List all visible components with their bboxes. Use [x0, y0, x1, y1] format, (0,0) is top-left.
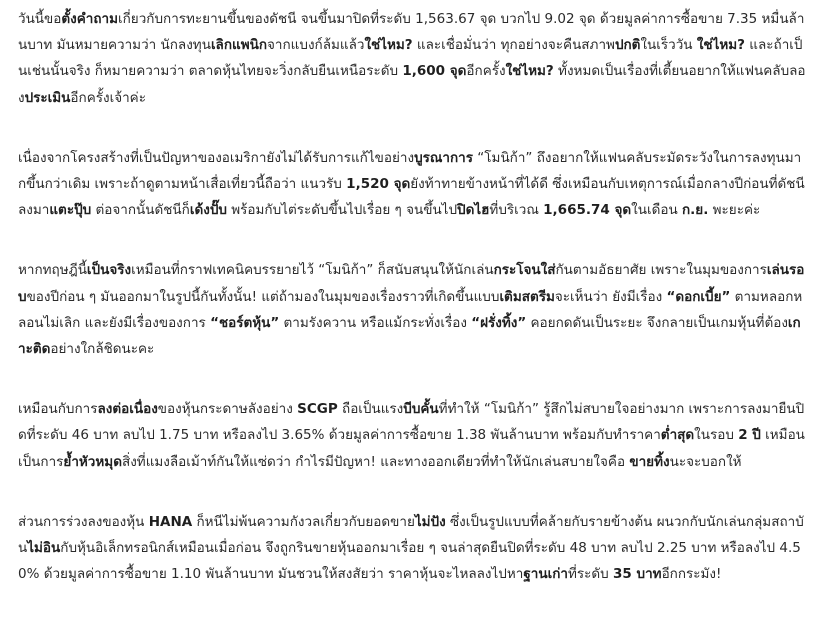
text-run: ตามรังควาน หรือแม้กระทั่งเรื่อง [279, 314, 472, 331]
bold-text: “ดอกเบี้ย” [666, 288, 731, 305]
bold-text: ต่ำสุด [660, 427, 695, 444]
bold-text: ไม่อิน [27, 540, 61, 557]
text-run: เกี่ยวกับการทะยานขึ้นของดัชนี จนขึ้นมาปิดที่ระดับ 1,563.67 จุด บวกไป 9.02 จุด ด้วยมูลค่าการซื้อขาย 7.35 หมื่นล้านบาท มันหมายความว่า นักลงทุน [18, 11, 805, 54]
text-run: ตามหลอกหลอนไม่เลิก และยังมีเรื่องของการ [18, 288, 803, 331]
bold-text: เกาะติด [18, 314, 801, 358]
text-run: ในรอบ [694, 427, 739, 444]
text-run: ที่ทำให้ “โมนิก้า” รู้สึกไม่สบายใจอย่างมาก เพราะการลงมายืนปิดที่ระดับ 46 บาท ลบไป 1.75 บาท หรือลงไป 3.65% ด้วยมูลค่าการซื้อขาย 1.38 พันล้านบาท พร้อมกับทำราคา [18, 401, 805, 444]
paragraph-1 [18, 6, 808, 111]
text-run: ถือเป็นแรง [337, 401, 404, 418]
bold-text: 2 ปี [738, 427, 761, 444]
bold-text: “ฝรั่งทิ้ง” [471, 314, 527, 331]
text-run: ของหุ้นกระดาษลังอย่าง [157, 401, 298, 418]
text-run: จะเห็นว่า ยังมีเรื่อง [554, 288, 667, 305]
bold-text: แตะปุ๊บ [49, 202, 92, 219]
text-run: ในเดือน [631, 202, 682, 219]
text-run: ของปีก่อน ๆ มันออกมาในรูปนี้กันทั้งนั้น! แต่ถ้ามองในมุมของเรื่องราวที่เกิดขึ้นแบบ [26, 288, 500, 305]
bold-text: ขายทิ้ง [629, 453, 670, 470]
bold-text: SCGP [297, 401, 338, 418]
text-run: และเชื่อมั่นว่า ทุกอย่างจะคืนสภาพ [412, 37, 615, 54]
bold-text: ปิดไฮ [457, 202, 490, 219]
bold-text: กระโจนใส่ [493, 262, 556, 279]
text-run: กับหุ้นอิเล็กทรอนิกส์เหมือนเมื่อก่อน จึงถูกรินขายหุ้นออกมาเรื่อย ๆ จนล่าสุดยืนปิดที่ระดับ 48 บาท ลบไป 2.25 บาท หรือลงไป 4.50% ด้วยมูลค่าการซื้อขาย 1.10 พันล้านบาท มันชวนให้สงสัยว่า ราคาหุ้นจะไหลลงไปหา [18, 540, 801, 583]
text-run: ในเร็ววัน [640, 37, 697, 54]
text-run: และถ้าเป็นเช่นนั้นจริง ก็หมายความว่า ตลาดหุ้นไทยจะวิ่งกลับยืนเหนือระดับ [18, 37, 803, 80]
text-run: อย่างใกล้ชิดนะคะ [50, 341, 155, 358]
text-run: พร้อมกับไต่ระดับขึ้นไปเรื่อย ๆ จนขึ้นไป [226, 202, 458, 219]
paragraph-2 [18, 145, 808, 224]
bold-text: ใช่ไหม? [696, 37, 746, 54]
text-run: สิ่งที่แมงลือเม้าท์กันให้แซ่ดว่า กำไรมีปัญหา! และทางออกเดียวที่ทำให้นักเล่นสบายใจคือ [121, 453, 630, 470]
bold-text: ตั้งคำถาม [61, 11, 118, 27]
bold-text: 35 บาท [613, 566, 662, 583]
text-run: จากแบงก์ล้มแล้ว [267, 37, 365, 54]
bold-text: บูรณาการ [414, 149, 474, 166]
text-run: ทั้งหมดเป็นเรื่องที่เตี้ยนอยากให้แฟนคลับลอง [18, 63, 806, 106]
bold-text: เล่นรอบ [18, 262, 805, 305]
article-body [18, 6, 808, 587]
bold-text: เป็นจริง [86, 262, 132, 279]
bold-text: 1,665.74 จุด [543, 202, 632, 219]
bold-text: ลงต่อเนื่อง [97, 401, 158, 418]
paragraph-3 [18, 257, 808, 362]
text-run: ก็หนีไม่พ้นความกังวลเกี่ยวกับยอดขาย [192, 513, 415, 530]
text-run: เหมือนเป็นการ [18, 427, 805, 470]
bold-text: เด้งปั๊บ [189, 202, 227, 219]
text-run: อีกครั้งเจ้าค่ะ [70, 89, 146, 106]
text-run: ยังท้าทายข้างหน้าที่ได้ดี ซึ่งเหมือนกับเหตุการณ์เมื่อกลางปีก่อนที่ดัชนีลงมา [18, 176, 805, 219]
text-run: กันตามอัธยาศัย เพราะในมุมของการ [555, 262, 767, 279]
bold-text: ปกติ [614, 37, 641, 54]
bold-text: ประเมิน [24, 89, 71, 106]
text-run: “โมนิก้า” ถึงอยากให้แฟนคลับระมัดระวังในการลงทุนมากขึ้นกว่าเดิม เพราะถ้าดูตามหน้าเสื่อเที่ยวนี้ถือว่า แนวรับ [18, 149, 802, 193]
text-run: คอยกดดันเป็นระยะ จึงกลายเป็นเกมหุ้นที่ต้อง [526, 314, 788, 331]
text-run: ซึ่งเป็นรูปแบบที่คล้ายกับรายข้างต้น ผนวกกับนักเล่นกลุ่มสถาบัน [18, 513, 804, 557]
paragraph-5 [18, 509, 808, 588]
bold-text: 1,600 จุด [402, 63, 467, 80]
text-run: ต่อจากนั้นดัชนีก็ [91, 202, 190, 219]
text-run: เหมือนกับการ [18, 401, 98, 418]
bold-text: “ชอร์ตหุ้น” [210, 314, 280, 331]
text-run: เนื่องจากโครงสร้างที่เป็นปัญหาของอเมริกายังไม่ได้รับการแก้ไขอย่าง [18, 149, 415, 166]
text-run: ส่วนการร่วงลงของหุ้น [18, 513, 149, 530]
text-run: นะจะบอกให้ [669, 453, 742, 470]
bold-text: ใช่ไหม? [505, 63, 554, 80]
text-run: พะยะค่ะ [708, 202, 761, 219]
text-run: เหมือนที่กราฟเทคนิคบรรยายไว้ “โมนิก้า” ก็สนับสนุนให้นักเล่น [131, 262, 494, 279]
text-run: ที่ระดับ [568, 566, 614, 583]
bold-text: HANA [148, 513, 193, 530]
text-run: อีกครั้ง [466, 63, 506, 80]
bold-text: ใช่ไหม? [364, 37, 413, 54]
text-run: อีกกระมัง! [661, 566, 722, 583]
bold-text: ไม่ปัง [414, 513, 446, 530]
bold-text: 1,520 จุด [346, 176, 411, 193]
bold-text: ก.ย. [682, 202, 709, 219]
bold-text: เลิกแพนิก [210, 37, 268, 54]
paragraph-4 [18, 396, 808, 475]
bold-text: ย้ำหัวหมุด [63, 453, 122, 470]
bold-text: บีบคั้น [403, 401, 439, 418]
text-run: วันนี้ขอ [18, 11, 62, 27]
text-run: หากทฤษฎีนี้ [18, 262, 87, 279]
bold-text: ฐานเก่า [523, 566, 568, 583]
bold-text: เติมสตรีม [499, 288, 555, 305]
text-run: ที่บริเวณ [489, 202, 544, 219]
